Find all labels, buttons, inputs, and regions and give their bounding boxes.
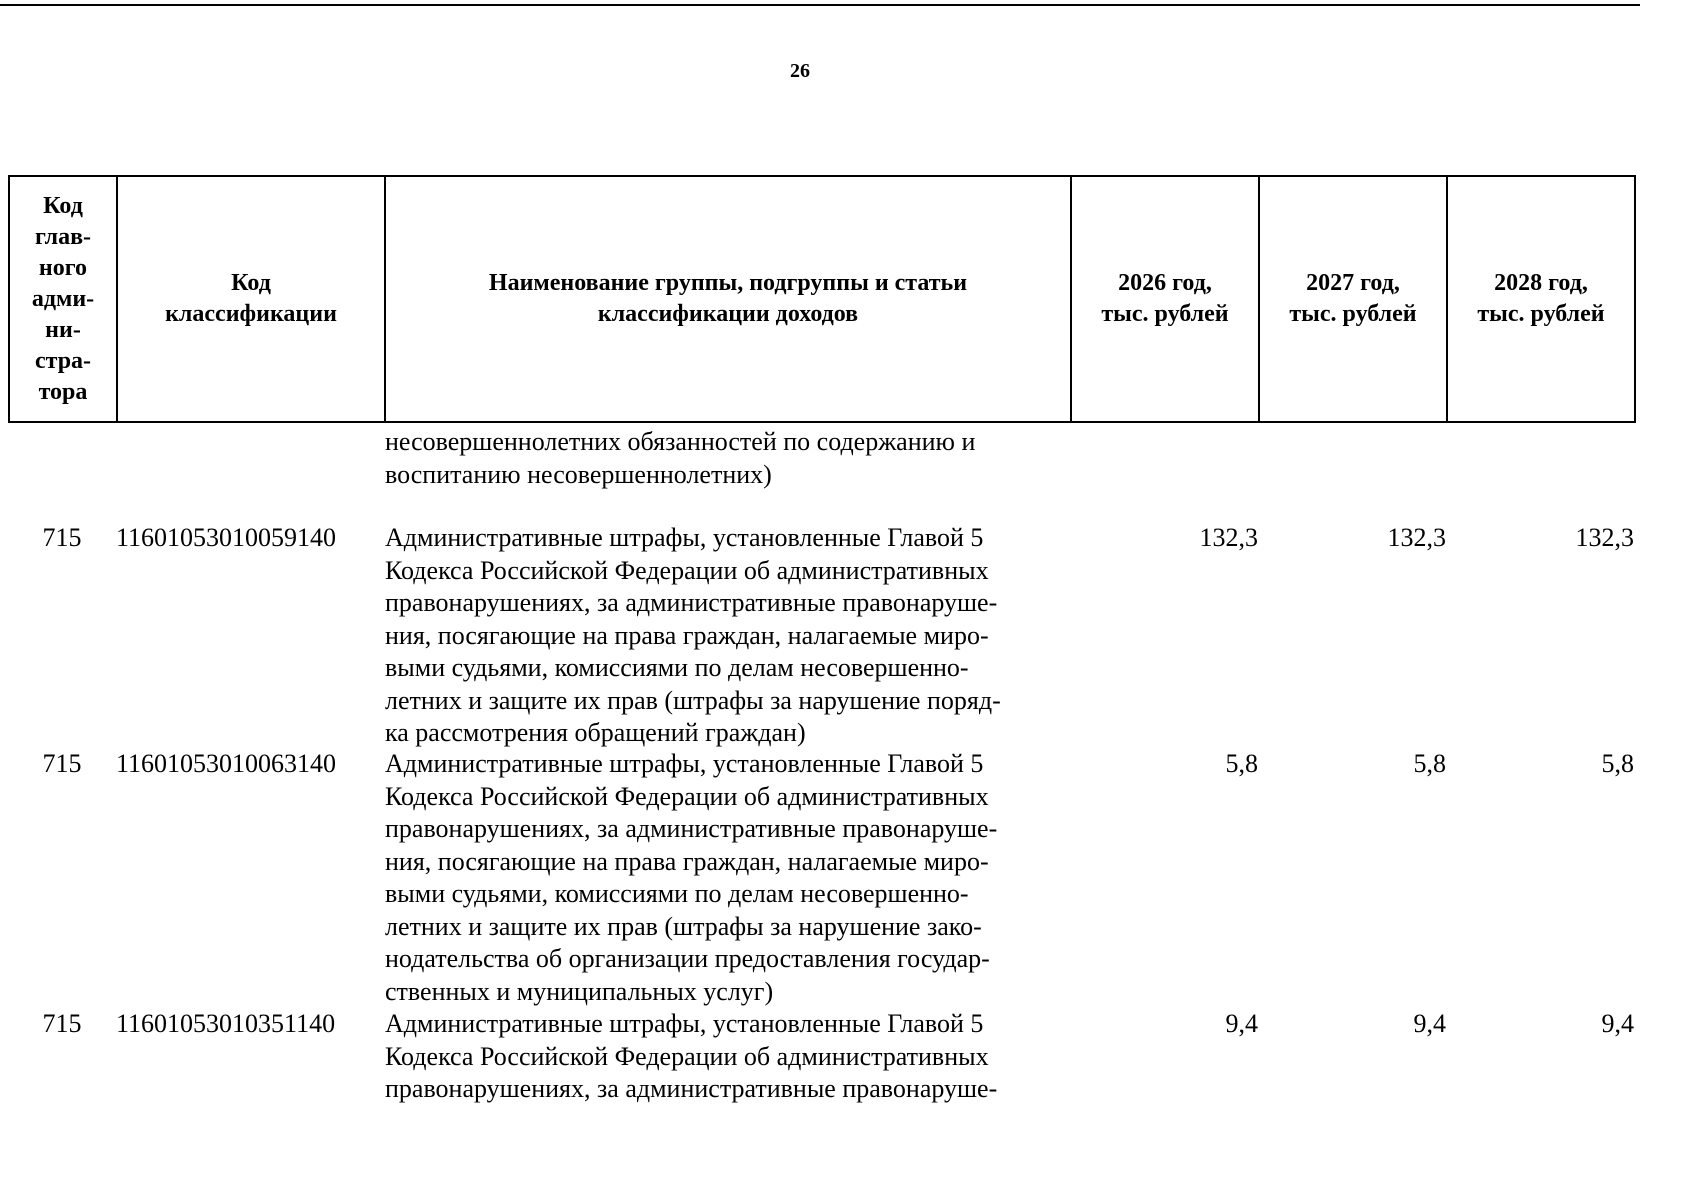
row-name-line: летних и защите их прав (штрафы за нарушение поряд- bbox=[385, 685, 1001, 715]
row-name-line: Административные штрафы, установленные Главой 5 bbox=[385, 523, 984, 552]
row-name-line: Кодекса Российской Федерации об административных bbox=[385, 1041, 989, 1071]
row-name-line: Административные штрафы, установленные Главой 5 bbox=[385, 1009, 984, 1038]
row-revenue-name bbox=[385, 748, 1065, 1008]
row-value-2027: 132,3 bbox=[1387, 523, 1446, 552]
header-admin-code-line: тора bbox=[38, 378, 88, 405]
row-classification-code: 11601053010063140 bbox=[116, 749, 337, 778]
header-year-line: тыс. рублей bbox=[1289, 301, 1417, 327]
row-name-line: ка рассмотрения обращений граждан) bbox=[385, 718, 806, 747]
table-header bbox=[8, 175, 1636, 423]
row-revenue-name bbox=[385, 1008, 1065, 1106]
row-name-line: Кодекса Российской Федерации об административных bbox=[385, 555, 989, 585]
header-year-line: 2026 год, bbox=[1118, 270, 1212, 296]
header-admin-code-line: ни- bbox=[45, 316, 81, 343]
header-year-line: тыс. рублей bbox=[1101, 301, 1229, 327]
header-classification-line: классификации bbox=[165, 301, 337, 327]
row-name-line: Административные штрафы, установленные Главой 5 bbox=[385, 749, 984, 778]
header-admin-code-line: глав- bbox=[34, 223, 92, 250]
row-name-line: выми судьями, комиссиями по делам несовершенно- bbox=[385, 653, 969, 682]
header-year-2028 bbox=[1447, 176, 1635, 422]
continuation-text bbox=[385, 426, 1065, 491]
top-rule bbox=[0, 4, 1640, 6]
row-value-2028: 9,4 bbox=[1601, 1009, 1634, 1038]
header-year-line: 2027 год, bbox=[1306, 270, 1400, 296]
header-year-2026 bbox=[1071, 176, 1259, 422]
row-name-line: ственных и муниципальных услуг) bbox=[385, 976, 774, 1006]
row-name-line: правонарушениях, за административные правонаруше- bbox=[385, 1074, 998, 1103]
row-value-2026: 132,3 bbox=[1199, 523, 1258, 552]
row-admin-code: 715 bbox=[42, 749, 82, 778]
header-name-line: классификации доходов bbox=[597, 301, 859, 327]
header-year-2027 bbox=[1259, 176, 1447, 422]
row-name-line: летних и защите их прав (штрафы за нарушение зако- bbox=[385, 911, 982, 941]
row-admin-code: 715 bbox=[42, 1009, 82, 1038]
continuation-line: несовершеннолетних обязанностей по содержанию и bbox=[385, 427, 976, 456]
header-admin-code-line: адми- bbox=[31, 285, 95, 312]
row-name-line: ния, посягающие на права граждан, налагаемые миро- bbox=[385, 620, 989, 650]
header-classification-code bbox=[117, 176, 385, 422]
row-value-2028: 132,3 bbox=[1575, 523, 1634, 552]
row-value-2027: 9,4 bbox=[1413, 1009, 1446, 1038]
header-revenue-name bbox=[385, 176, 1071, 422]
header-admin-code-line: Код bbox=[43, 192, 83, 219]
header-year-line: 2028 год, bbox=[1494, 270, 1588, 296]
row-value-2028: 5,8 bbox=[1601, 749, 1634, 778]
continuation-line: воспитанию несовершеннолетних) bbox=[385, 459, 772, 489]
header-classification-line: Код bbox=[231, 270, 271, 296]
header-admin-code bbox=[9, 176, 117, 422]
page-number: 26 bbox=[790, 60, 810, 82]
row-name-line: правонарушениях, за административные правонаруше- bbox=[385, 814, 998, 843]
row-value-2026: 9,4 bbox=[1225, 1009, 1258, 1038]
row-classification-code: 11601053010351140 bbox=[116, 1009, 336, 1038]
row-revenue-name bbox=[385, 522, 1065, 750]
row-name-line: Кодекса Российской Федерации об административных bbox=[385, 781, 989, 811]
row-name-line: правонарушениях, за административные правонаруше- bbox=[385, 588, 998, 617]
row-admin-code: 715 bbox=[42, 523, 82, 552]
row-name-line: выми судьями, комиссиями по делам несовершенно- bbox=[385, 879, 969, 908]
row-name-line: ния, посягающие на права граждан, налагаемые миро- bbox=[385, 846, 989, 876]
row-value-2027: 5,8 bbox=[1413, 749, 1446, 778]
header-admin-code-line: ного bbox=[38, 254, 88, 281]
row-classification-code: 11601053010059140 bbox=[116, 523, 337, 552]
header-year-line: тыс. рублей bbox=[1477, 301, 1605, 327]
header-name-line: Наименование группы, подгруппы и статьи bbox=[488, 270, 968, 296]
header-admin-code-line: стра- bbox=[34, 347, 92, 374]
row-name-line: нодательства об организации предоставления государ- bbox=[385, 944, 990, 973]
row-value-2026: 5,8 bbox=[1225, 749, 1258, 778]
